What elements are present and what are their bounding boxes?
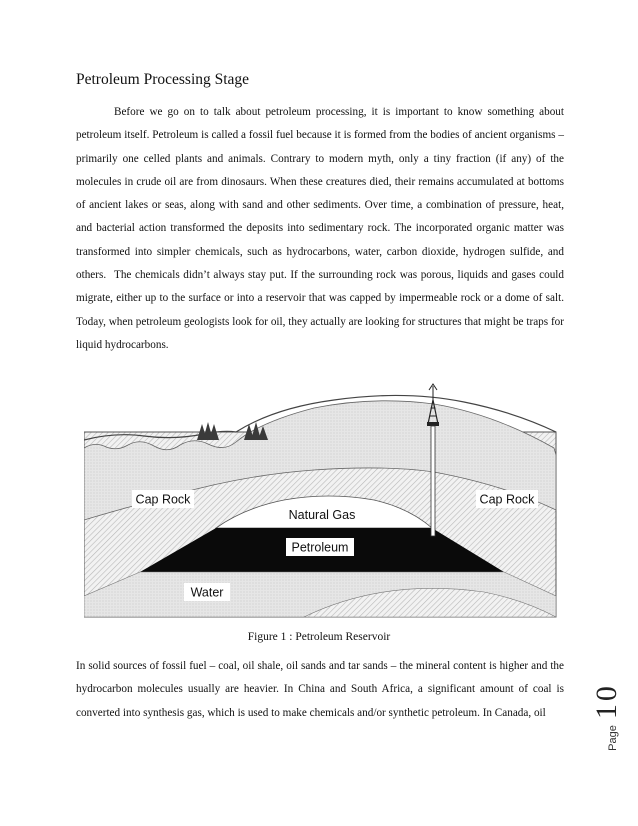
- reservoir-diagram: [84, 360, 564, 625]
- label-cap-rock-right: [476, 490, 538, 508]
- label-natural-gas: Natural Gas: [288, 508, 356, 522]
- page-word: Page: [607, 725, 619, 751]
- label-cap-rock-left-text: Cap Rock: [135, 492, 191, 507]
- page-number-block: [590, 672, 624, 762]
- label-petroleum: [286, 538, 354, 556]
- paragraph-intro: Before we go on to talk about petroleum processing, it is important to know something about petroleum itself. Petroleum is called a fossil fuel because it is formed from the bodies of ancient organisms – primarily one celled plants and animals. Contrary to modern myth, only a tiny fraction (if any) of the molecules in crude oil are from dinosaurs. When these creatures died, their remains accumulated at bottoms of ancient lakes or seas, along with sand and other sediments. Over time, a combination of pressure, heat, and bacterial action transformed the deposits into sedimentary rock. The incorporated organic matter was transformed into simpler chemicals, such as hydrocarbons, water, carbon dioxide, hydrogen sulfide, and others.: [76, 106, 564, 282]
- label-cap-rock-right-text: Cap Rock: [479, 492, 535, 507]
- figure-caption: Figure 1 : Petroleum Reservoir: [247, 631, 391, 643]
- label-cap-rock-left: [132, 490, 194, 508]
- paragraph-solid-sources: In solid sources of fossil fuel – coal, oil shale, oil sands and tar sands – the mineral content is higher and the hydrocarbon molecules usually are heavier. In China and South Africa, a significant amount of coal is converted into synthesis gas, which is used to make chemicals and/or synthetic petroleum. In Canada, oil: [76, 660, 564, 719]
- label-water: [184, 583, 230, 601]
- page-number: 10: [590, 683, 623, 720]
- petroleum-reservoir-figure: [84, 360, 564, 625]
- label-water-text: Water: [190, 585, 224, 600]
- label-petroleum-text: Petroleum: [291, 540, 349, 555]
- section-heading: Petroleum Processing Stage: [76, 71, 250, 88]
- well-bore: [431, 426, 435, 536]
- paragraph-migration: The chemicals didn’t always stay put. If the surrounding rock was porous, liquids and gases could migrate, either up to the surface or into a reservoir that was capped by impermeable rock or a dome of salt. Today, when petroleum geologists look for oil, they actually are looking for structures that might be traps for liquid hydrocarbons.: [76, 269, 564, 351]
